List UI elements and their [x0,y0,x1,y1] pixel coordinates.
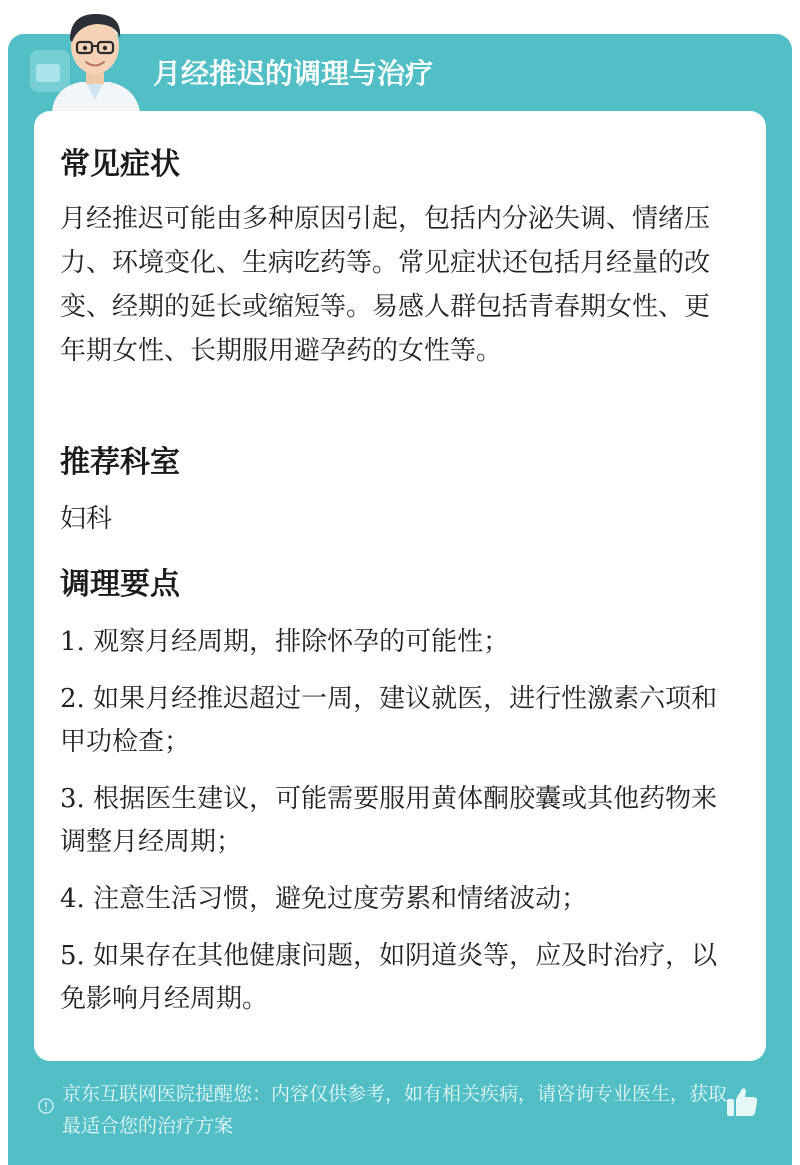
care-point-number: 4. [60,884,85,914]
care-point-number: 5. [60,941,85,971]
symptoms-text: 月经推迟可能由多种原因引起，包括内分泌失调、情绪压力、环境变化、生病吃药等。常见症状还包括月经量的改变、经期的延长或缩短等。易感人群包括青春期女性、更年期女性、长期服用避孕药的女性等。 [60,204,711,366]
care-point [60,935,730,1021]
section-title-care: 调理要点 [60,567,180,602]
care-point-text: 观察月经周期，排除怀孕的可能性； [93,627,510,657]
content-card [34,111,766,1061]
care-point-number: 1. [60,627,85,657]
section-title-symptoms: 常见症状 [60,147,180,182]
care-point [60,621,730,664]
page-title: 月经推迟的调理与治疗 [153,57,434,90]
care-point-number: 3. [60,784,85,814]
section-title-department: 推荐科室 [60,445,180,480]
care-point [60,778,730,864]
care-point [60,878,730,921]
thumbs-up-icon[interactable] [724,1084,760,1120]
care-point-text: 如果月经推迟超过一周，建议就医，进行性激素六项和甲功检查； [60,684,718,757]
footer-disclaimer: 京东互联网医院提醒您：内容仅供参考，如有相关疾病，请咨询专业医生，获取最适合您的治疗方案 [62,1083,728,1137]
care-point-text: 如果存在其他健康问题，如阴道炎等，应及时治疗，以免影响月经周期。 [60,941,718,1014]
care-point-number: 2. [60,684,85,714]
info-icon [38,1098,54,1114]
care-point-text: 根据医生建议，可能需要服用黄体酮胶囊或其他药物来调整月经周期； [60,784,718,857]
care-point-text: 注意生活习惯，避免过度劳累和情绪波动； [93,884,588,914]
department-text: 妇科 [60,504,113,534]
doctor-avatar-icon [30,8,160,112]
care-point [60,678,730,764]
